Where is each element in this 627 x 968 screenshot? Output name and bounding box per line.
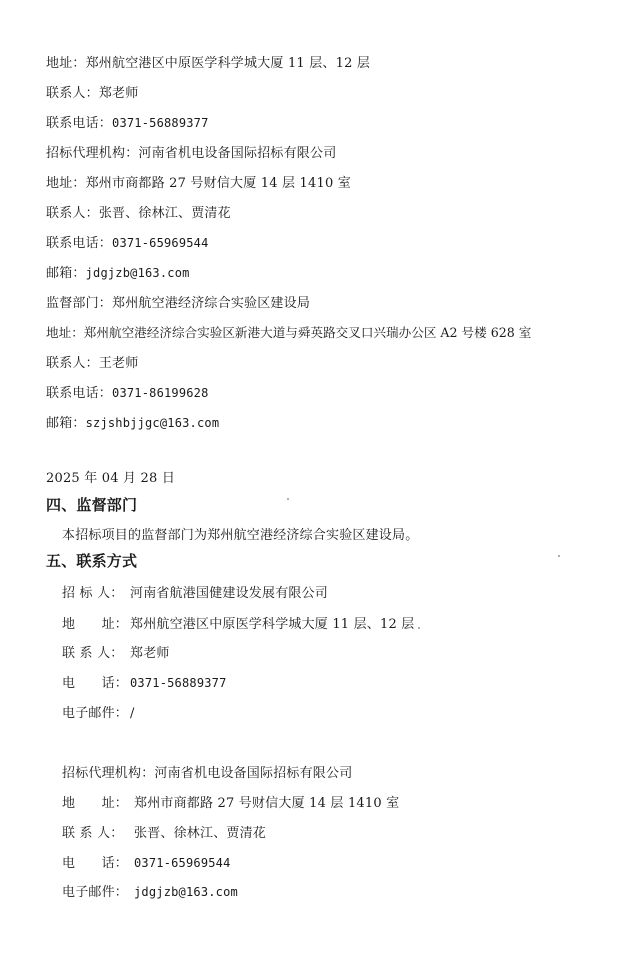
scan-speck xyxy=(558,555,560,557)
agency-name-line: 招标代理机构：河南省机电设备国际招标有限公司 xyxy=(46,146,337,161)
contact-tenderer-email: 电子邮件： / xyxy=(62,706,135,721)
document-date: 2025 年 04 月 28 日 xyxy=(46,471,176,486)
tenderer-phone-line: 联系电话：0371-56889377 xyxy=(46,116,209,131)
supervisor-contact-line: 联系人：王老师 xyxy=(46,356,139,371)
contact-tenderer-person: 联 系 人： 郑老师 xyxy=(62,646,170,661)
tenderer-contact-line: 联系人：郑老师 xyxy=(46,86,139,101)
supervisor-name-line: 监督部门：郑州航空港经济综合实验区建设局 xyxy=(46,296,311,311)
tenderer-address-line: 地址：郑州航空港区中原医学科学城大厦 11 层、12 层 xyxy=(46,56,371,71)
agency-contact-line: 联系人：张晋、徐林江、贾清花 xyxy=(46,206,231,221)
supervisor-address-line: 地址：郑州航空港经济综合实验区新港大道与舜英路交叉口兴瑞办公区 A2 号楼 628 室 xyxy=(46,325,532,340)
contact-agency-email: 电子邮件： jdgjzb@163.com xyxy=(62,885,238,900)
agency-address-line: 地址：郑州市商都路 27 号财信大厦 14 层 1410 室 xyxy=(46,176,351,191)
agency-phone-line: 联系电话：0371-65969544 xyxy=(46,236,209,251)
section-4-text: 本招标项目的监督部门为郑州航空港经济综合实验区建设局。 xyxy=(62,528,419,543)
section-5-title: 五、联系方式 xyxy=(46,552,138,570)
contact-tenderer-address: 地 址： 郑州航空港区中原医学科学城大厦 11 层、12 层 xyxy=(62,617,415,632)
contact-agency-phone: 电 话： 0371-65969544 xyxy=(62,856,231,871)
contact-agency-name: 招标代理机构：河南省机电设备国际招标有限公司 xyxy=(62,766,353,781)
contact-tenderer-phone: 电 话： 0371-56889377 xyxy=(62,676,227,691)
supervisor-email-line: 邮箱：szjshbjjgc@163.com xyxy=(46,416,220,431)
contact-agency-person: 联 系 人： 张晋、徐林江、贾清花 xyxy=(62,826,267,841)
contact-agency-address: 地 址： 郑州市商都路 27 号财信大厦 14 层 1410 室 xyxy=(62,796,400,811)
contact-tenderer-name: 招 标 人： 河南省航港国健建设发展有限公司 xyxy=(62,586,329,601)
scan-speck xyxy=(287,498,289,500)
section-4-title: 四、监督部门 xyxy=(46,496,138,514)
agency-email-line: 邮箱：jdgjzb@163.com xyxy=(46,266,190,281)
scan-speck xyxy=(418,627,420,629)
supervisor-phone-line: 联系电话：0371-86199628 xyxy=(46,386,209,401)
